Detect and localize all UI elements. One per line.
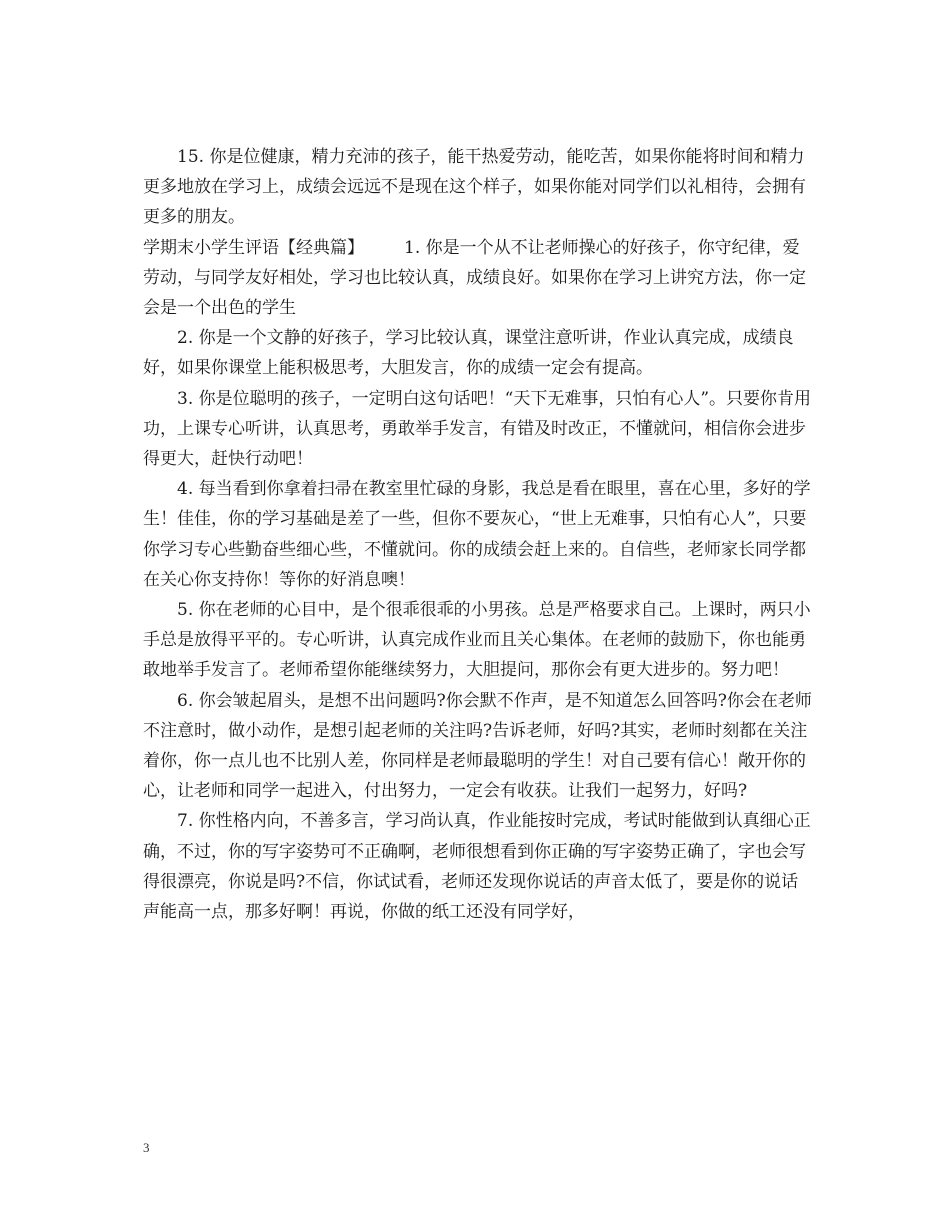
paragraph-7: 7. 你性格内向，不善多言，学习尚认真，作业能按时完成，考试时能做到认真细心正确，不过，你的写字姿势可不正确啊，老师很想看到你正确的写字姿势正确了，字也会写得很漂亮，你说是吗?不信，你试试看，老师还发现你说话的声音太低了，要是你的说话声能高一点，那多好啊！再说，你做的纸工还没有同学好， [143,811,811,923]
paragraph-1: 1. 你是一个从不让老师操心的好孩子，你守纪律，爱劳动，与同学友好相处，学习也比较认真，成绩良好。如果你在学习上讲究方法，你一定会是一个出色的学生 [143,237,806,319]
paragraph-2: 2. 你是一个文静的好孩子，学习比较认真，课堂注意听讲，作业认真完成，成绩良好，如果你课堂上能积极思考，大胆发言，你的成绩一定会有提高。 [143,328,794,379]
paragraph-6: 6. 你会皱起眉头，是想不出问题吗?你会默不作声，是不知道怎么回答吗?你会在老师不注意时，做小动作，是想引起老师的关注吗?告诉老师，好吗?其实，老师时刻都在关注着你，你一点儿也不比别人差，你同样是老师最聪明的学生！对自己要有信心！敞开你的心，让老师和同学一起进入，付出努力，一定会有收获。让我们一起努力，好吗? [143,690,812,802]
paragraph-section-1 [143,233,813,324]
paragraph-4: 4. 每当看到你拿着扫帚在教室里忙碌的身影，我总是看在眼里，喜在心里，多好的学生！佳佳，你的学习基础是差了一些，但你不要灰心，“世上无难事，只怕有心人”，只要你学习专心些勤奋些细心些，不懂就问。你的成绩会赶上来的。自信些，老师家长同学都在关心你支持你！等你的好消息噢！ [143,479,811,590]
page-number: 3 [143,1140,150,1155]
document-body [143,142,813,927]
paragraph-5: 5. 你在老师的心目中，是个很乖很乖的小男孩。总是严格要求自己。上课时，两只小手总是放得平平的。专心听讲，认真完成作业而且关心集体。在老师的鼓励下，你也能勇敢地举手发言了。老师希望你能继续努力，大胆提问，那你会有更大进步的。努力吧！ [143,600,811,681]
paragraph-15: 15. 你是位健康，精力充沛的孩子，能干热爱劳动，能吃苦，如果你能将时间和精力更多地放在学习上，成绩会远远不是现在这个样子，如果你能对同学们以礼相待，会拥有更多的朋友。 [143,147,806,228]
section-heading: 学期末小学生评语【经典篇】 [143,237,364,258]
paragraph-3: 3. 你是位聪明的孩子，一定明白这句话吧！“天下无难事，只怕有心人”。只要你肯用功，上课专心听讲，认真思考，勇敢举手发言，有错及时改正，不懂就问，相信你会进步得更大，赶快行动吧！ [143,388,812,470]
